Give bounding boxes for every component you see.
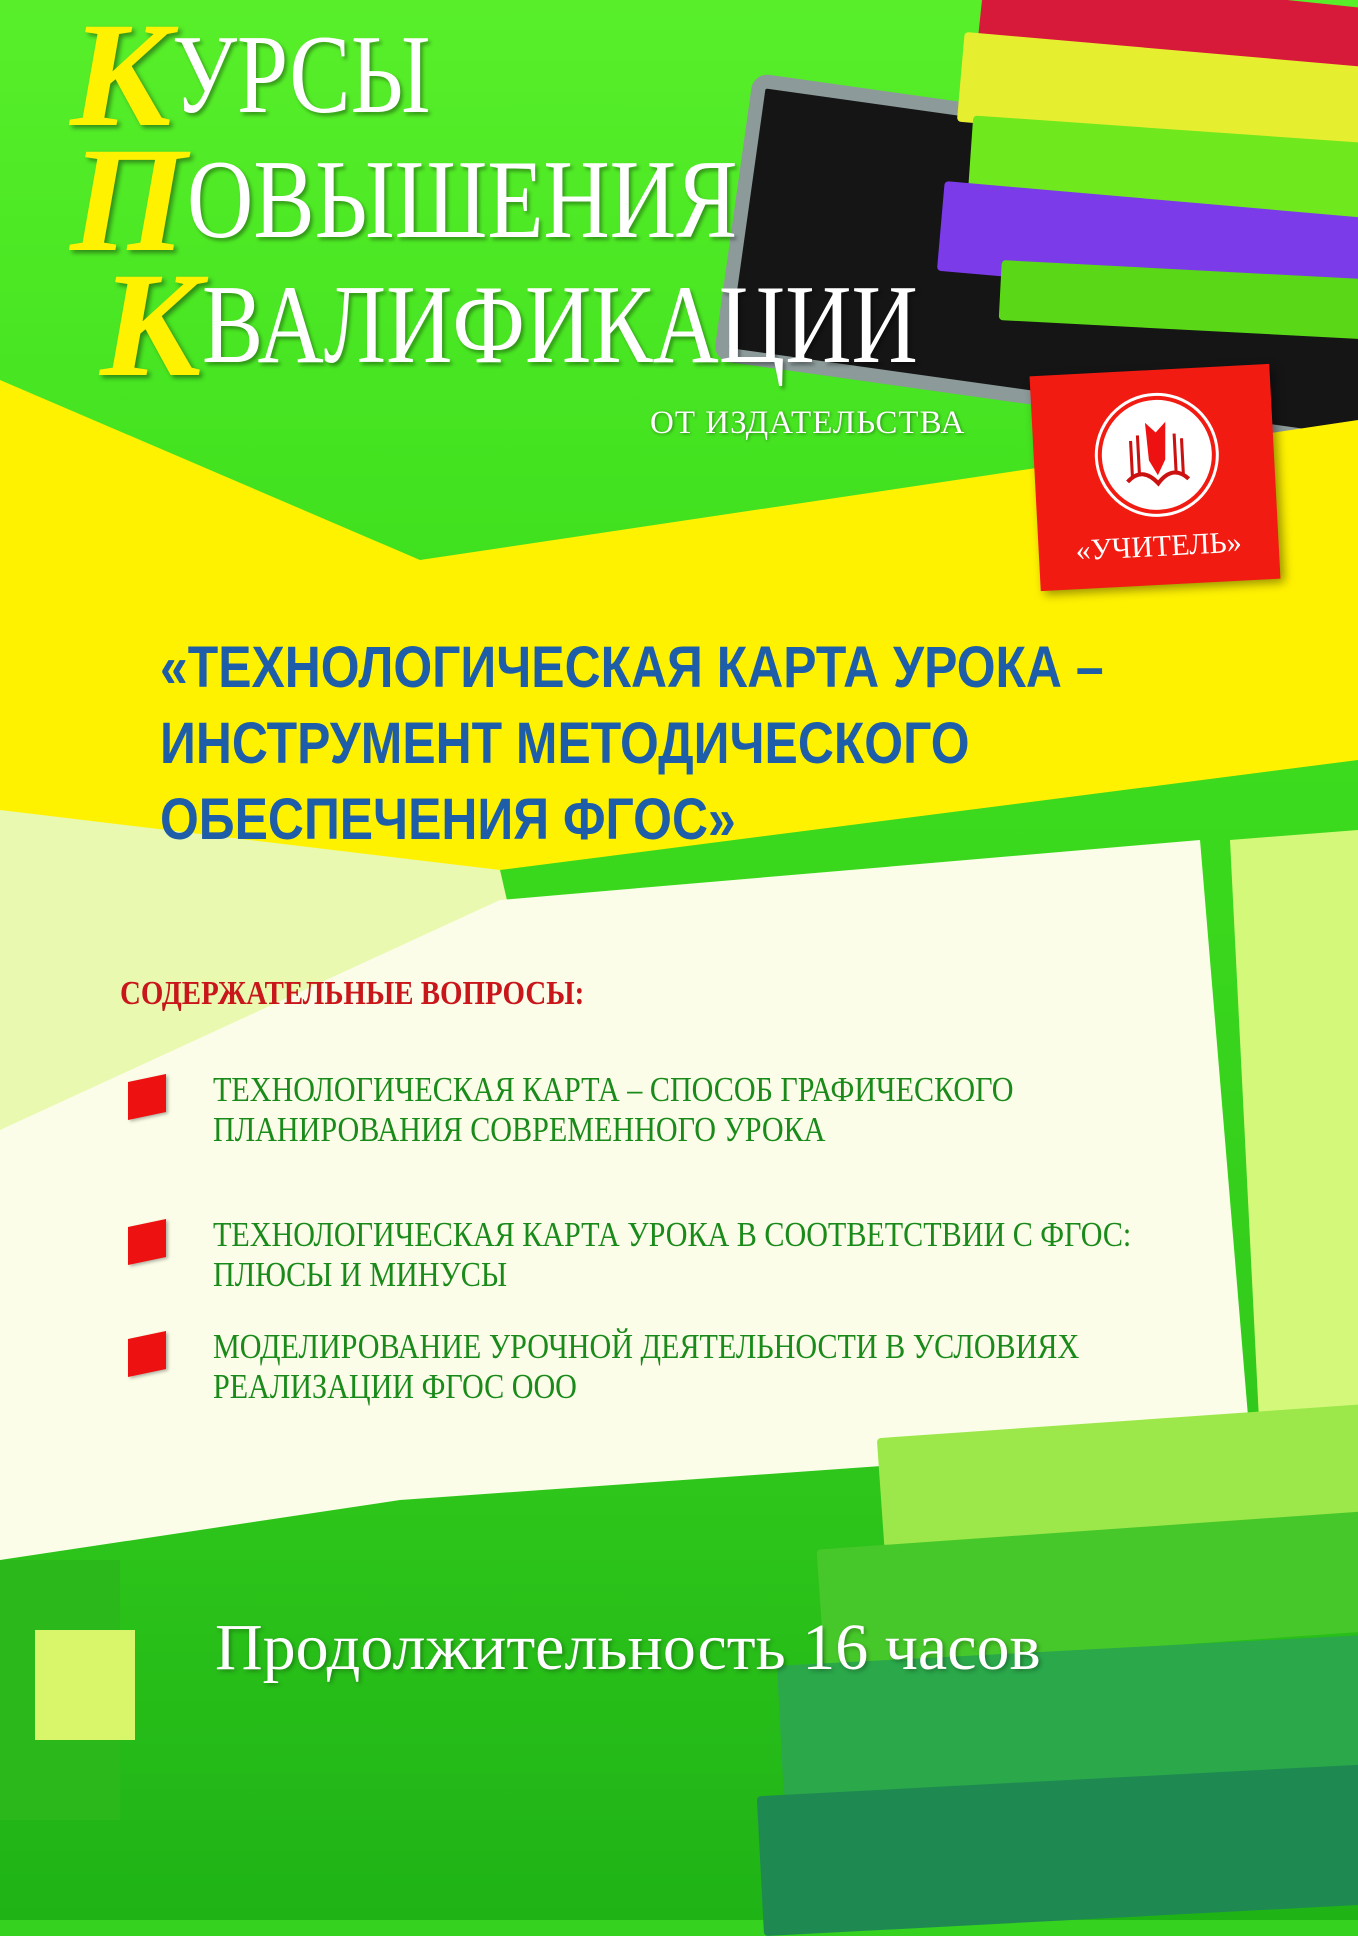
title-word: УРСЫ <box>171 13 431 137</box>
list-item-text: МОДЕЛИРОВАНИЕ УРОЧНОЙ ДЕЯТЕЛЬНОСТИ В УСЛОВИЯХ РЕАЛИЗАЦИИ ФГОС ООО <box>213 1327 1080 1406</box>
logo-text: «УЧИТЕЛЬ» <box>1074 525 1243 568</box>
title-word: ОВЫШЕНИЯ <box>186 138 738 262</box>
red-square-bullet-icon <box>128 1331 166 1377</box>
initial-letter: К <box>100 242 202 408</box>
course-title-line: «ТЕХНОЛОГИЧЕСКАЯ КАРТА УРОКА – <box>160 635 1104 700</box>
red-square-bullet-icon <box>128 1074 166 1120</box>
title-word: ВАЛИФИКАЦИИ <box>201 263 918 387</box>
decor-square <box>35 1630 135 1740</box>
duration-label: Продолжительность 16 часов <box>215 1611 1041 1684</box>
section-heading: СОДЕРЖАТЕЛЬНЫЕ ВОПРОСЫ: <box>120 975 585 1012</box>
course-title-line: ОБЕСПЕЧЕНИЯ ФГОС» <box>160 787 736 852</box>
series-title-line-3 <box>100 242 1075 408</box>
list-item-text: ТЕХНОЛОГИЧЕСКАЯ КАРТА УРОКА В СООТВЕТСТВИИ С ФГОС: ПЛЮСЫ И МИНУСЫ <box>213 1215 1132 1294</box>
red-square-bullet-icon <box>128 1219 166 1265</box>
publisher-logo <box>1030 364 1281 591</box>
course-title-line: ИНСТРУМЕНТ МЕТОДИЧЕСКОГО <box>160 711 970 776</box>
list-item-text: ТЕХНОЛОГИЧЕСКАЯ КАРТА – СПОСОБ ГРАФИЧЕСКОГО ПЛАНИРОВАНИЯ СОВРЕМЕННОГО УРОКА <box>213 1070 1014 1149</box>
initial-letter: К <box>70 0 172 158</box>
course-title <box>160 630 1104 858</box>
book-emblem-icon <box>1099 397 1215 513</box>
publisher-label: ОТ ИЗДАТЕЛЬСТВА <box>650 405 966 441</box>
initial-letter: П <box>70 117 187 283</box>
